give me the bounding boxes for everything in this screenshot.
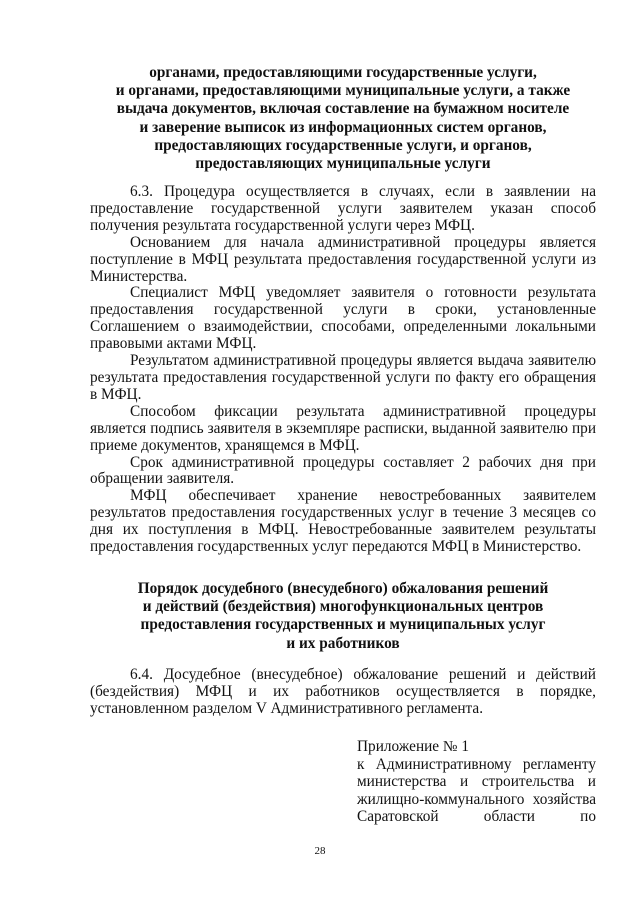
section-heading-continuation [90,64,596,173]
section-6-3-body [90,184,596,556]
paragraph: 6.3. Процедура осуществляется в случаях, если в заявлении на предоставление государственной услуги заявителем указан способ получения результата государственной услуги через МФЦ. [90,183,596,234]
appendix-text: к Административному регламенту министерства и строительства и жилищно-коммунального хозяйства Саратовской области по [357,755,596,825]
paragraph: Срок административной процедуры составляет 2 рабочих дня при обращении заявителя. [90,453,596,488]
section-heading-appeal [90,580,596,653]
heading-line: и их работников [286,634,400,652]
heading-line: Порядок досудебного (внесудебного) обжалования решений [137,580,549,597]
paragraph: 6.4. Досудебное (внесудебное) обжалование решений и действий (бездействия) МФЦ и их работников осуществляется в порядке, установленном разделом V Административного регламента. [90,666,596,717]
heading-line: органами, предоставляющими государственные услуги, [149,64,537,81]
paragraph: МФЦ обеспечивает хранение невостребованных заявителем результатов предоставления государственных услуг в течение 3 месяцев со дня их поступления в МФЦ. Невостребованные заявителем результаты предоставления государственных услуг передаются МФЦ в Министерство. [90,487,596,556]
heading-line: и органами, предоставляющими муниципальные услуги, а также [115,82,571,100]
paragraph: Способом фиксации результата административной процедуры является подпись заявителя в экземпляре расписки, выданной заявителю при приеме документов, хранящемся в МФЦ. [90,402,596,454]
paragraph: Основанием для начала административной процедуры является поступление в МФЦ результата предоставления государственной услуги из Министерства. [90,233,596,285]
heading-line: предоставляющих муниципальные услуги [195,155,491,173]
paragraph: Результатом административной процедуры является выдача заявителю результата предоставления государственной услуги по факту его обращения в МФЦ. [90,352,596,403]
heading-line: предоставления государственных и муниципальных услуг [140,616,546,634]
heading-line: и заверение выписок из информационных систем органов, [139,118,547,136]
paragraph: Специалист МФЦ уведомляет заявителя о готовности результата предоставления государственной услуги в сроки, установленные Соглашением о взаимодействии, способами, определенными локальными правовыми актами МФЦ. [90,284,596,353]
appendix-title: Приложение № 1 [357,738,469,755]
heading-line: и действий (бездействия) многофункциональных центров [142,598,544,616]
heading-line: предоставляющих государственные услуги, и органов, [154,136,532,154]
page-number: 28 [314,845,326,857]
appendix-block [357,738,596,826]
heading-line: выдача документов, включая составление на бумажном носителе [116,100,570,118]
section-6-4-body [90,667,596,718]
